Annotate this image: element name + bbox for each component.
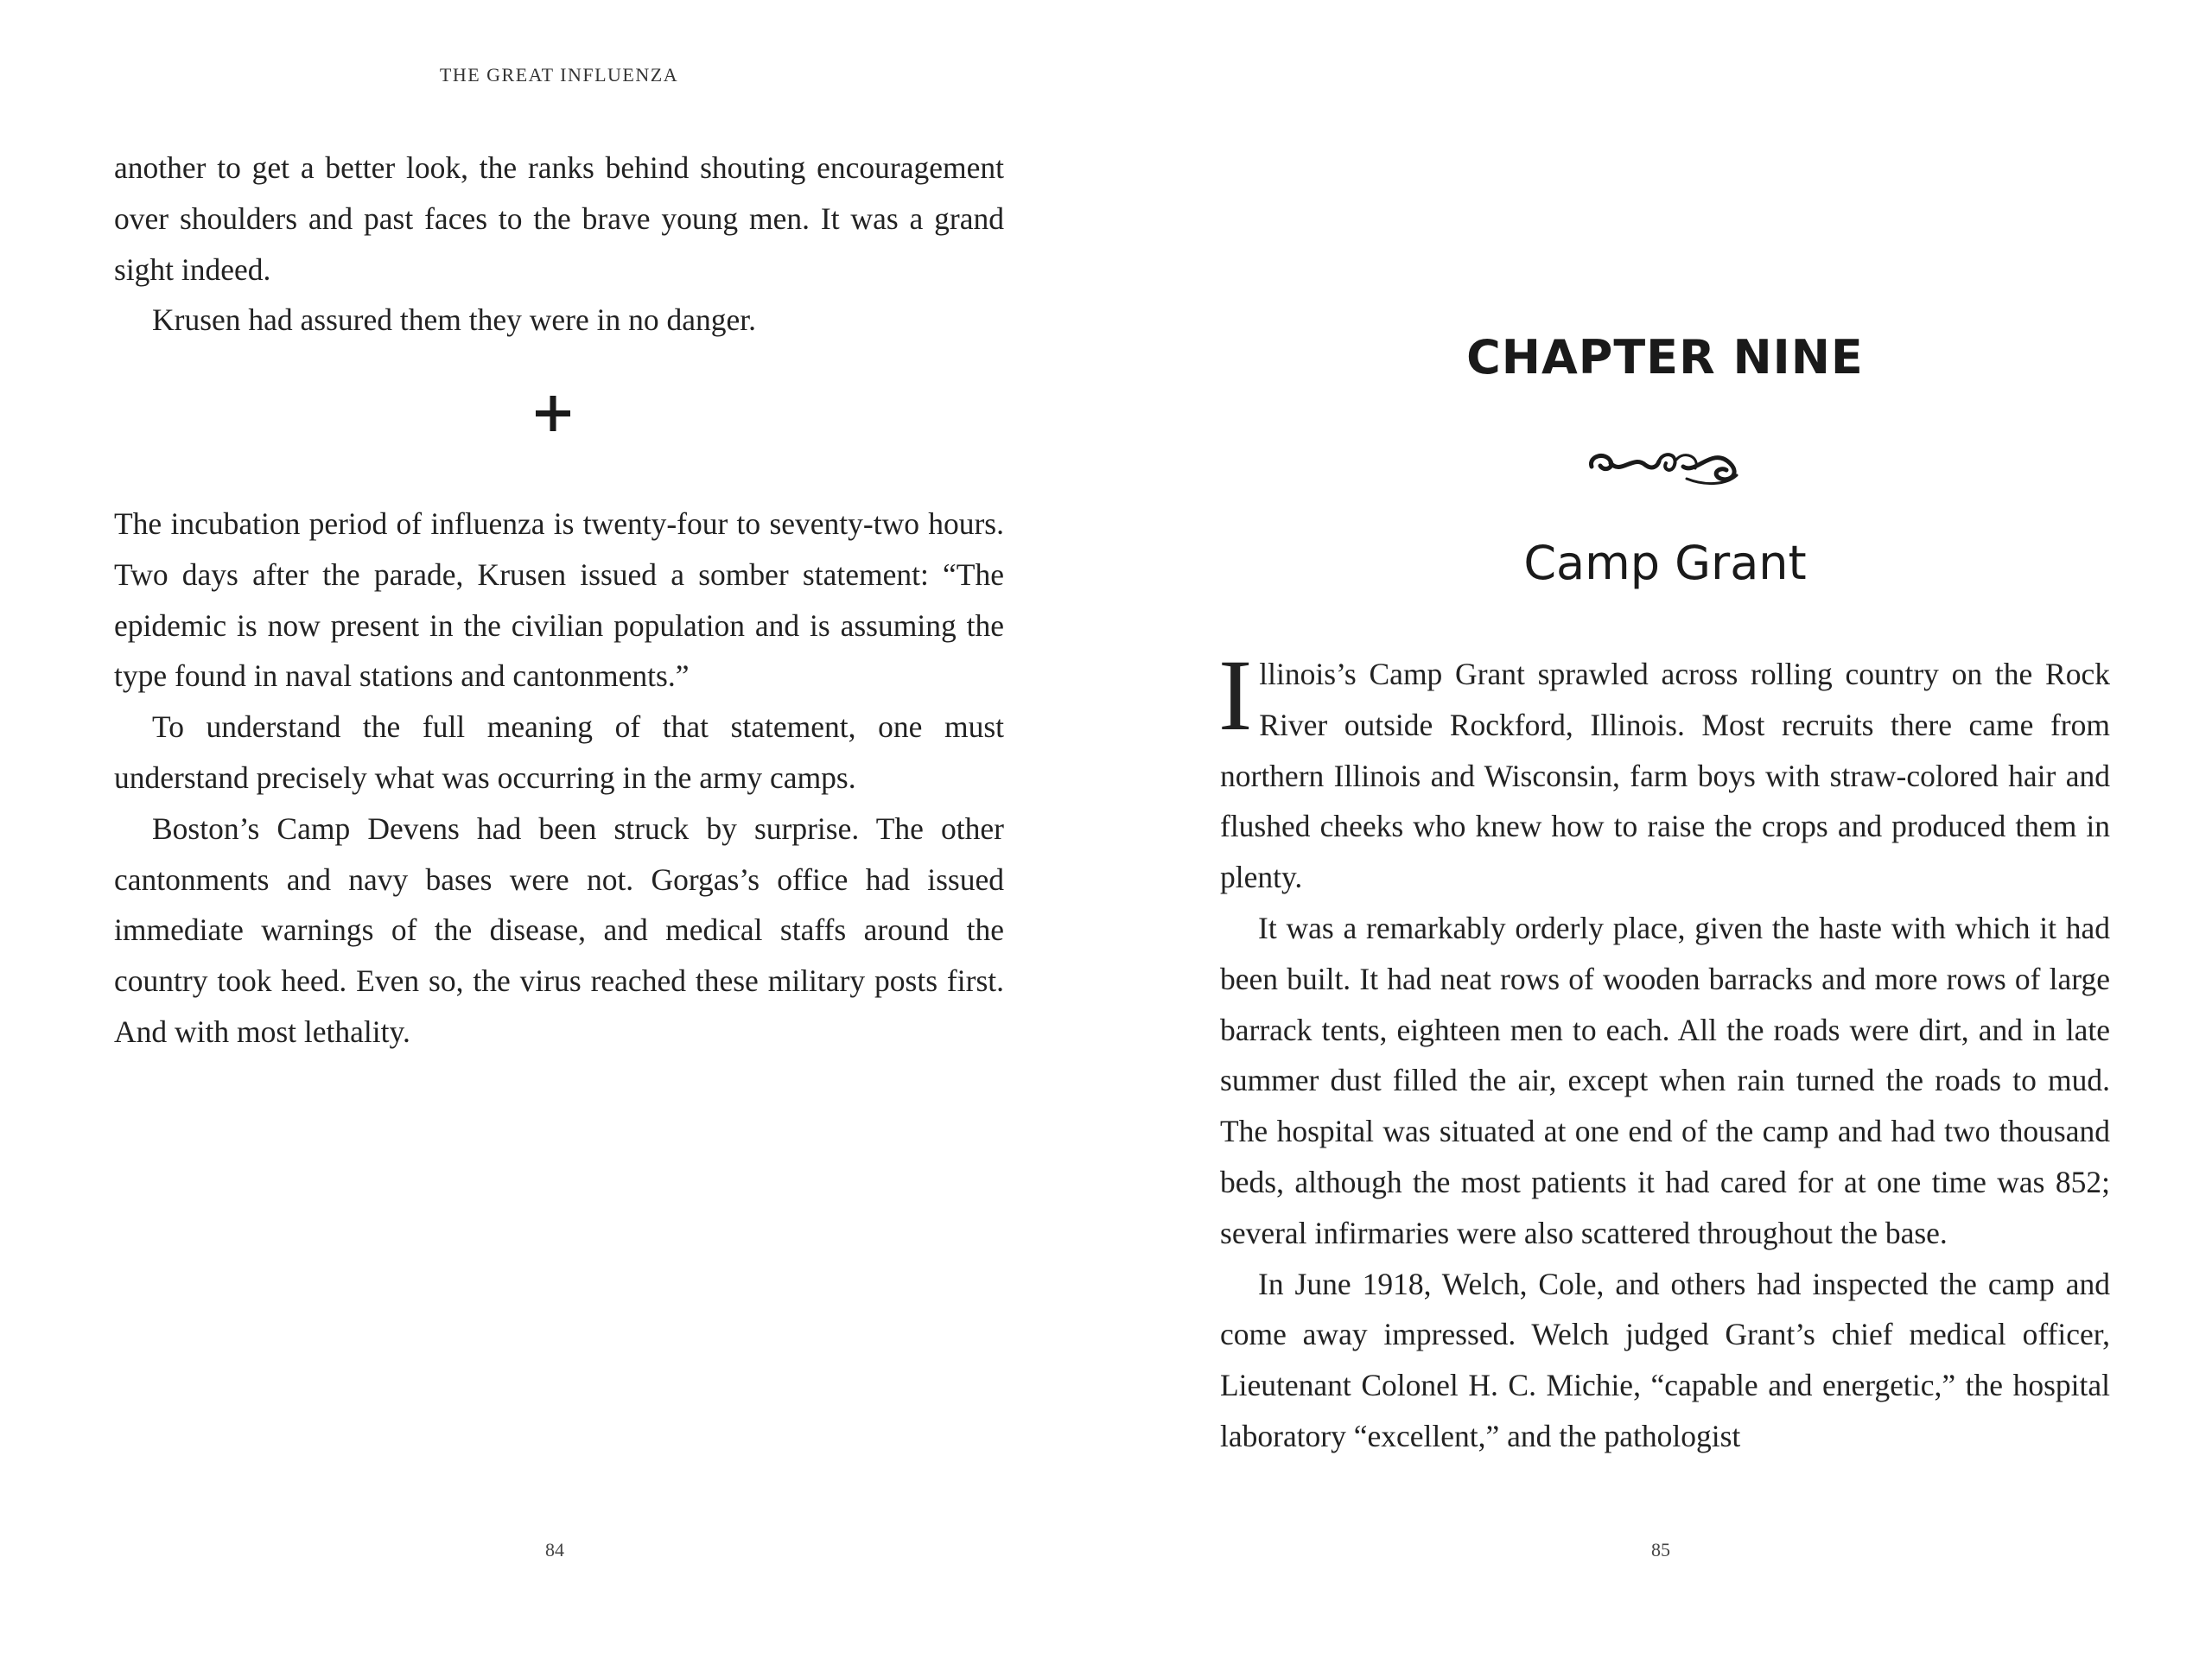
- paragraph: To understand the full meaning of that statement, one must understand precisely what was occurring in the army camps.: [114, 709, 1004, 795]
- cross-icon: [518, 387, 588, 439]
- drop-cap: I: [1218, 639, 1253, 752]
- chapter-body-text: [1218, 639, 2110, 1462]
- paragraph: It was a remarkably orderly place, given the haste with which it had been built. It had neat rows of wooden barracks and more rows of large barrack tents, eighteen men to each. All the roads were dirt, and in late summer dust filled the air, except when rain turned the roads to mud. The hospital was situated at one end of the camp and had two thousand beds, although the most patients it had cared for at one time was 852; several infirmaries were also scattered throughout the base.: [1220, 910, 2110, 1250]
- flourish-ornament-icon: [1583, 441, 1747, 493]
- running-head: THE GREAT INFLUENZA: [439, 64, 679, 86]
- text-block-before-break: [114, 143, 1004, 346]
- chapter-number: CHAPTER NINE: [1466, 330, 1864, 385]
- page-number: 85: [1651, 1539, 1670, 1560]
- text-block-after-break: [114, 499, 1004, 1058]
- paragraph: Krusen had assured them they were in no danger.: [152, 302, 756, 338]
- paragraph: In June 1918, Welch, Cole, and others had inspected the camp and come away impressed. Welch judged Grant’s chief medical officer, Lieutenant Colonel H. C. Michie, “capable and energetic,” the hospital laboratory “excellent,” and the pathologist: [1220, 1266, 2110, 1453]
- opening-paragraph-text: llinois’s Camp Grant sprawled across rolling country on the Rock River outside Rockford, Illinois. Most recruits there came from northern Illinois and Wisconsin, farm boys with straw-colored hair and flushed cheeks who knew how to raise the crops and produced them in plenty.: [1220, 657, 2110, 895]
- paragraph: The incubation period of influenza is twenty-four to seventy-two hours. Two days after the parade, Krusen issued a somber statement: “The epidemic is now present in the civilian population and is assuming the type found in naval stations and cantonments.”: [114, 506, 1004, 694]
- paragraph: Boston’s Camp Devens had been struck by surprise. The other cantonments and navy bases were not. Gorgas’s office had issued immediate warnings of the disease, and medical staffs around the country took heed. Even so, the virus reached these military posts first. And with most lethality.: [114, 810, 1004, 1049]
- paragraph: another to get a better look, the ranks behind shouting encouragement over shoulders and past faces to the brave young men. It was a grand sight indeed.: [114, 150, 1004, 287]
- opening-paragraph: [1218, 639, 2110, 903]
- right-page: [1106, 0, 2212, 1659]
- page-number: 84: [545, 1539, 564, 1560]
- chapter-title: Camp Grant: [1523, 536, 1807, 590]
